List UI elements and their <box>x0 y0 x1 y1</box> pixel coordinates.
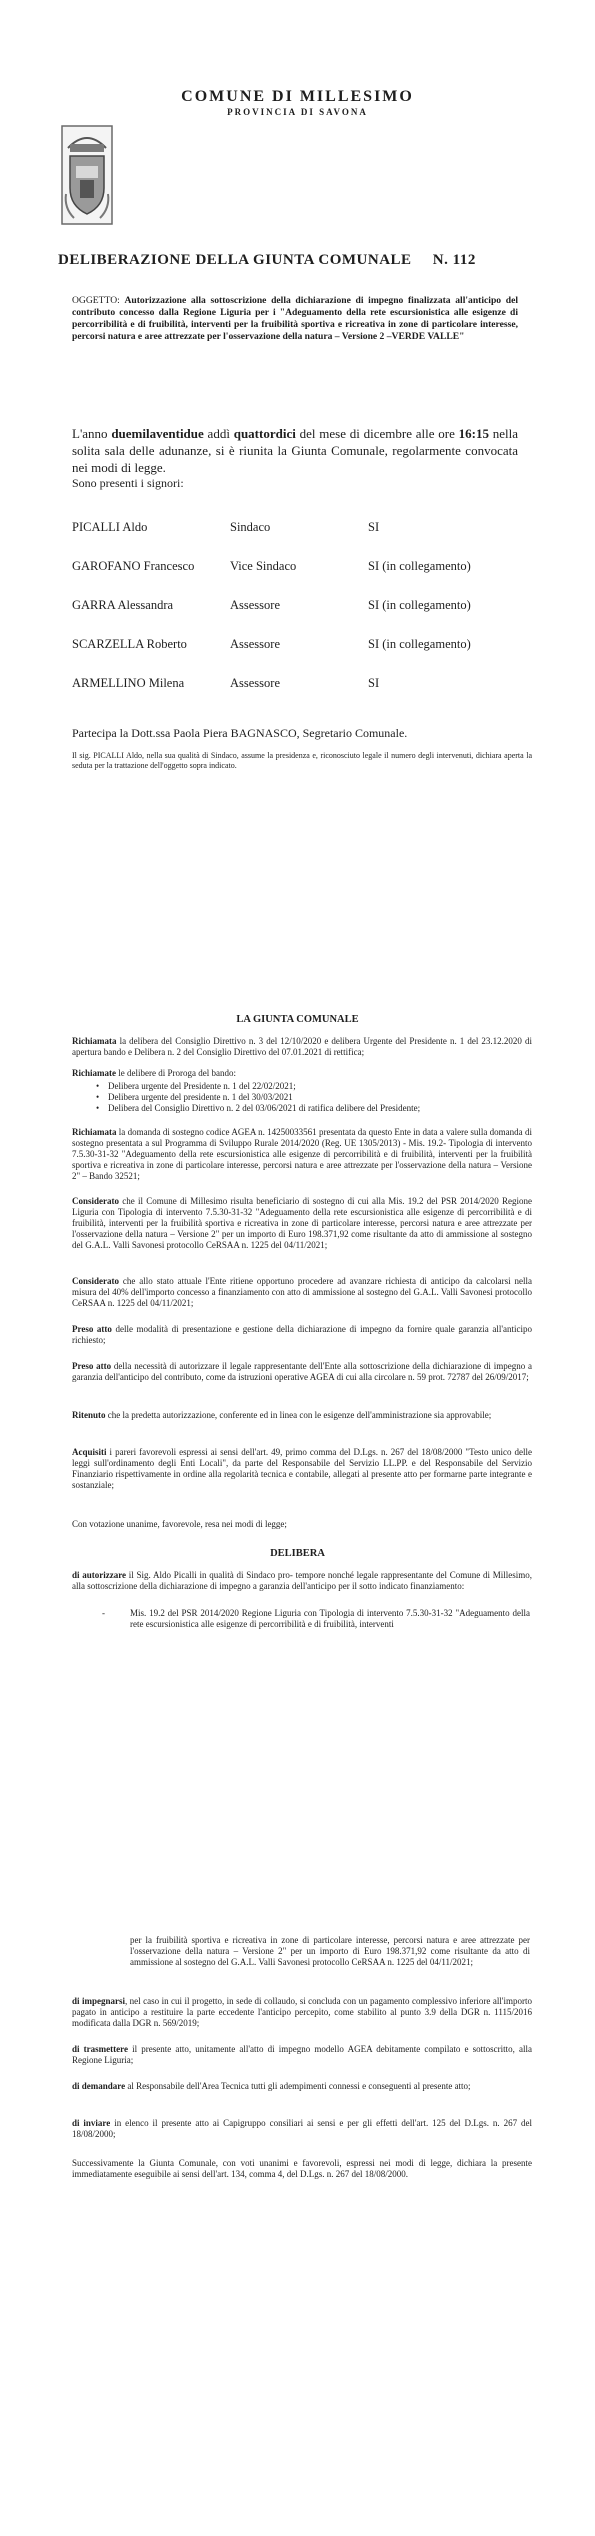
paragraph-lead: Richiamate <box>72 1068 116 1078</box>
delibera-item <box>72 2081 532 2092</box>
delibera-item <box>72 2044 532 2066</box>
body-paragraph <box>72 1068 532 1079</box>
intro-paragraph <box>72 425 518 476</box>
member-presence: SI (in collegamento) <box>368 559 471 573</box>
list-item: • Delibera urgente del presidente n. 1 del 30/03/2021 <box>108 1092 528 1103</box>
list-dash: - <box>102 1608 105 1618</box>
paragraph-lead: Richiamata <box>72 1036 117 1046</box>
body-paragraph <box>72 1196 532 1251</box>
intro-giorno: quattordici <box>233 426 296 441</box>
delibera-text: al Responsabile dell'Area Tecnica tutti gli adempimenti connessi e conseguenti al presente atto; <box>125 2081 471 2091</box>
giunta-heading: LA GIUNTA COMUNALE <box>236 1014 359 1025</box>
deliberazione-number: 112 <box>452 252 476 268</box>
paragraph-text: la delibera del Consiglio Direttivo n. 3 del 12/10/2020 e delibera Urgente del Presidente n. 1 del 23.12.2020 di apertura bando e Delibera n. 2 del Consiglio Direttivo del 07.01.2021 di rettifica; <box>72 1036 532 1057</box>
member-name: GAROFANO Francesco <box>72 559 195 573</box>
intro-anno: duemilaventidue <box>111 426 204 441</box>
member-name: GARRA Alessandra <box>72 598 174 612</box>
member-role: Sindaco <box>230 520 271 534</box>
intro-text: L'anno <box>72 426 112 441</box>
delibera-text: il Sig. Aldo Picalli in qualità di Sindaco pro- tempore nonché legale rappresentante del Comune di Millesimo, alla sottoscrizione della dichiarazione di impegno a garanzia dell'anticipo per il sotto indicato finanziamento: <box>72 1570 532 1591</box>
paragraph-lead: Ritenuto <box>72 1410 106 1420</box>
delibera-heading: DELIBERA <box>270 1548 325 1559</box>
paragraph-lead: Considerato <box>72 1276 119 1286</box>
member-name: PICALLI Aldo <box>72 520 148 534</box>
paragraph-lead: Preso atto <box>72 1361 112 1371</box>
member-row <box>72 559 532 577</box>
body-paragraph <box>72 1276 532 1309</box>
final-paragraph: Successivamente la Giunta Comunale, con voti unanimi e favorevoli, espressi nei modi di legge, dichiara la presente immediatamente eseguibile ai sensi dell'art. 134, comma 4, del D.Lgs. n. 267 del 18/08/2000. <box>72 2158 532 2179</box>
member-presence: SI (in collegamento) <box>368 637 471 651</box>
delibera-subitem: Mis. 19.2 del PSR 2014/2020 Regione Liguria con Tipologia di intervento 7.5.30-31-32 "Adeguamento della rete escursionistica alle esigenze di percorribilità e di fruibilità, interventi <box>130 1608 530 1629</box>
paragraph-text: che il Comune di Millesimo risulta beneficiario di sostegno di cui alla Mis. 19.2 del PSR 2014/2020 Regione Liguria con Tipologia di intervento 7.5.30-31-32 "Adeguamento della rete escursionistica alle esigenze di percorribilità e di fruibilità, interventi per la fruibilità sportiva e ricreativa in zone di particolare interesse, percorsi natura e aree attrezzate per l'osservazione della natura – Versione 2" per un importo di Euro 198.371,92 come risultante da atto di ammissione al sostegno del G.A.L. Valli Savonesi protocollo CeRSAA n. 1225 del 04/11/2021; <box>72 1196 532 1250</box>
delibera-lead: di autorizzare <box>72 1570 127 1580</box>
member-role: Assessore <box>230 598 280 612</box>
body-paragraph <box>72 1410 532 1421</box>
body-paragraph <box>72 1361 532 1383</box>
oggetto-paragraph <box>72 295 518 343</box>
paragraph-text: i pareri favorevoli espressi ai sensi dell'art. 49, primo comma del D.Lgs. n. 267 del 18/08/2000 "Testo unico delle leggi sull'ordinamento degli Enti Locali", da parte del Responsabile del Servizio LL.PP. e del Responsabile del Servizio Finanziario rispettivamente in ordine alla regolarità tecnica e contabile, allegati al presente atto per formarne parte integrante e sostanziale; <box>72 1447 532 1490</box>
paragraph-lead: Acquisiti <box>72 1447 107 1457</box>
deliberazione-title <box>58 252 476 269</box>
intro-text: nella solita sala delle adunanze, si è riunita la Giunta Comunale, regolarmente convocata nei modi di legge. <box>72 426 518 475</box>
presidenza-note: Il sig. PICALLI Aldo, nella sua qualità di Sindaco, assume la presidenza e, riconosciuto legale il numero degli intervenuti, dichiara aperta la seduta per la trattazione dell'oggetto sopra indicato. <box>72 751 532 770</box>
delibera-text: il presente atto, unitamente all'atto di impegno modello AGEA debitamente compilato e sottoscritto, alla Regione Liguria; <box>72 2044 532 2065</box>
member-name: ARMELLINO Milena <box>72 676 185 690</box>
comune-title: COMUNE DI MILLESIMO <box>181 88 414 105</box>
provincia-subtitle: PROVINCIA DI SAVONA <box>227 107 368 117</box>
paragraph-text: della necessità di autorizzare il legale rappresentante dell'Ente alla sottoscrizione della dichiarazione di impegno a garanzia dell'anticipo del contributo, come da istruzioni operative AGEA di cui alla circolare n. 59 prot. 72787 del 26/09/2017; <box>72 1361 532 1382</box>
delibera-text: , nel caso in cui il progetto, in sede di collaudo, si concluda con un pagamento complessivo inferiore all'importo pagato in anticipo a restituire la parte eccedente l'anticipo percepito, come stabilito al punto 3.9 della DGR n. 1115/2016 modificata dalla DGR n. 569/2019; <box>72 1996 532 2028</box>
oggetto-text: Autorizzazione alla sottoscrizione della dichiarazione di impegno finalizzata all'anticipo del contributo concesso dalla Regione Liguria per i "Adeguamento della rete escursionistica alle esigenze di percorribilità e di fruibilità, interventi per la fruibilità sportiva e ricreativa in zone di particolare interesse, percorsi natura e aree attrezzate per l'osservazione della natura – Versione 2 –VERDE VALLE" <box>72 295 518 342</box>
body-paragraph <box>72 1036 532 1058</box>
intro-text: del mese di dicembre alle ore <box>295 426 459 441</box>
member-row <box>72 598 532 616</box>
member-row <box>72 520 532 538</box>
member-role: Assessore <box>230 637 280 651</box>
delibera-item <box>72 1570 532 1592</box>
paragraph-text: la domanda di sostegno codice AGEA n. 14250033561 presentata da questo Ente in data a valere sulla domanda di sostegno presentata a sul Programma di Sviluppo Rurale 2014/2020 (Reg. UE 1305/2013) - Mis. 19.2- Tipologia di intervento 7.5.30-31-32 "Adeguamento della rete escursionistica alle esigenze di percorribilità e di fruibilità, interventi per la fruibilità sportiva e ricreativa in zone di particolare interesse, percorsi natura e aree attrezzate per l'osservazione della natura – Versione 2" – Bando 32521; <box>72 1127 532 1181</box>
delibera-lead: di impegnarsi <box>72 1996 125 2006</box>
paragraph-text: le delibere di Proroga del bando: <box>116 1068 236 1078</box>
delibera-lead: di trasmettere <box>72 2044 128 2054</box>
deliberazione-title-text: DELIBERAZIONE DELLA GIUNTA COMUNALE <box>58 252 412 268</box>
list-item: • Delibera urgente del Presidente n. 1 del 22/02/2021; <box>108 1081 528 1092</box>
body-paragraph: Con votazione unanime, favorevole, resa nei modi di legge; <box>72 1519 287 1529</box>
member-presence: SI (in collegamento) <box>368 598 471 612</box>
paragraph-text: che allo stato attuale l'Ente ritiene opportuno procedere ad avanzare richiesta di anticipo da calcolarsi nella misura del 40% dell'importo concesso a finanziamento con atto di ammissione al sostegno del G.A.L. Valli Savonesi protocollo CeRSAA n. 1225 del 04/11/2021; <box>72 1276 532 1308</box>
oggetto-label: OGGETTO: <box>72 295 120 306</box>
intro-text: addì <box>203 426 234 441</box>
paragraph-lead: Preso atto <box>72 1324 112 1334</box>
member-name: SCARZELLA Roberto <box>72 637 187 651</box>
intro-ora: 16:15 <box>458 426 489 441</box>
delibera-item <box>72 2118 532 2140</box>
body-paragraph <box>72 1127 532 1182</box>
delibera-text: in elenco il presente atto ai Capigruppo consiliari ai sensi e per gli effetti dell'art. 125 del D.Lgs. n. 267 del 18/08/2000; <box>72 2118 532 2139</box>
list-item: • Delibera del Consiglio Direttivo n. 2 del 03/06/2021 di ratifica delibere del Presidente; <box>108 1103 528 1114</box>
member-presence: SI <box>368 676 380 690</box>
member-role: Assessore <box>230 676 280 690</box>
member-row <box>72 637 532 655</box>
delibera-lead: di demandare <box>72 2081 126 2091</box>
comune-crest-icon <box>58 122 116 228</box>
presenti-label: Sono presenti i signori: <box>72 476 184 490</box>
segretario-line: Partecipa la Dott.ssa Paola Piera BAGNASCO, Segretario Comunale. <box>72 726 408 740</box>
body-paragraph <box>72 1324 532 1346</box>
member-role: Vice Sindaco <box>230 559 297 573</box>
body-paragraph <box>72 1447 532 1491</box>
delibera-lead: di inviare <box>72 2118 111 2128</box>
paragraph-lead: Considerato <box>72 1196 119 1206</box>
paragraph-lead: Richiamata <box>72 1127 117 1137</box>
paragraph-text: delle modalità di presentazione e gestione della dichiarazione di impegno da fornire quale garanzia all'anticipo richiesto; <box>72 1324 532 1345</box>
member-presence: SI <box>368 520 380 534</box>
deliberazione-number-label: N. <box>432 252 449 268</box>
delibera-subitem-continued: per la fruibilità sportiva e ricreativa in zone di particolare interesse, percorsi natura e aree attrezzate per l'osservazione della natura – Versione 2" per un importo di Euro 198.371,92 come risultante da atto di ammissione al sostegno del G.A.L. Valli Savonesi protocollo CeRSAA n. 1225 del 04/11/2021; <box>130 1935 530 1967</box>
paragraph-text: che la predetta autorizzazione, conferente ed in linea con le esigenze dell'amministrazione sia approvabile; <box>105 1410 492 1420</box>
member-row <box>72 676 532 694</box>
delibera-item <box>72 1996 532 2029</box>
